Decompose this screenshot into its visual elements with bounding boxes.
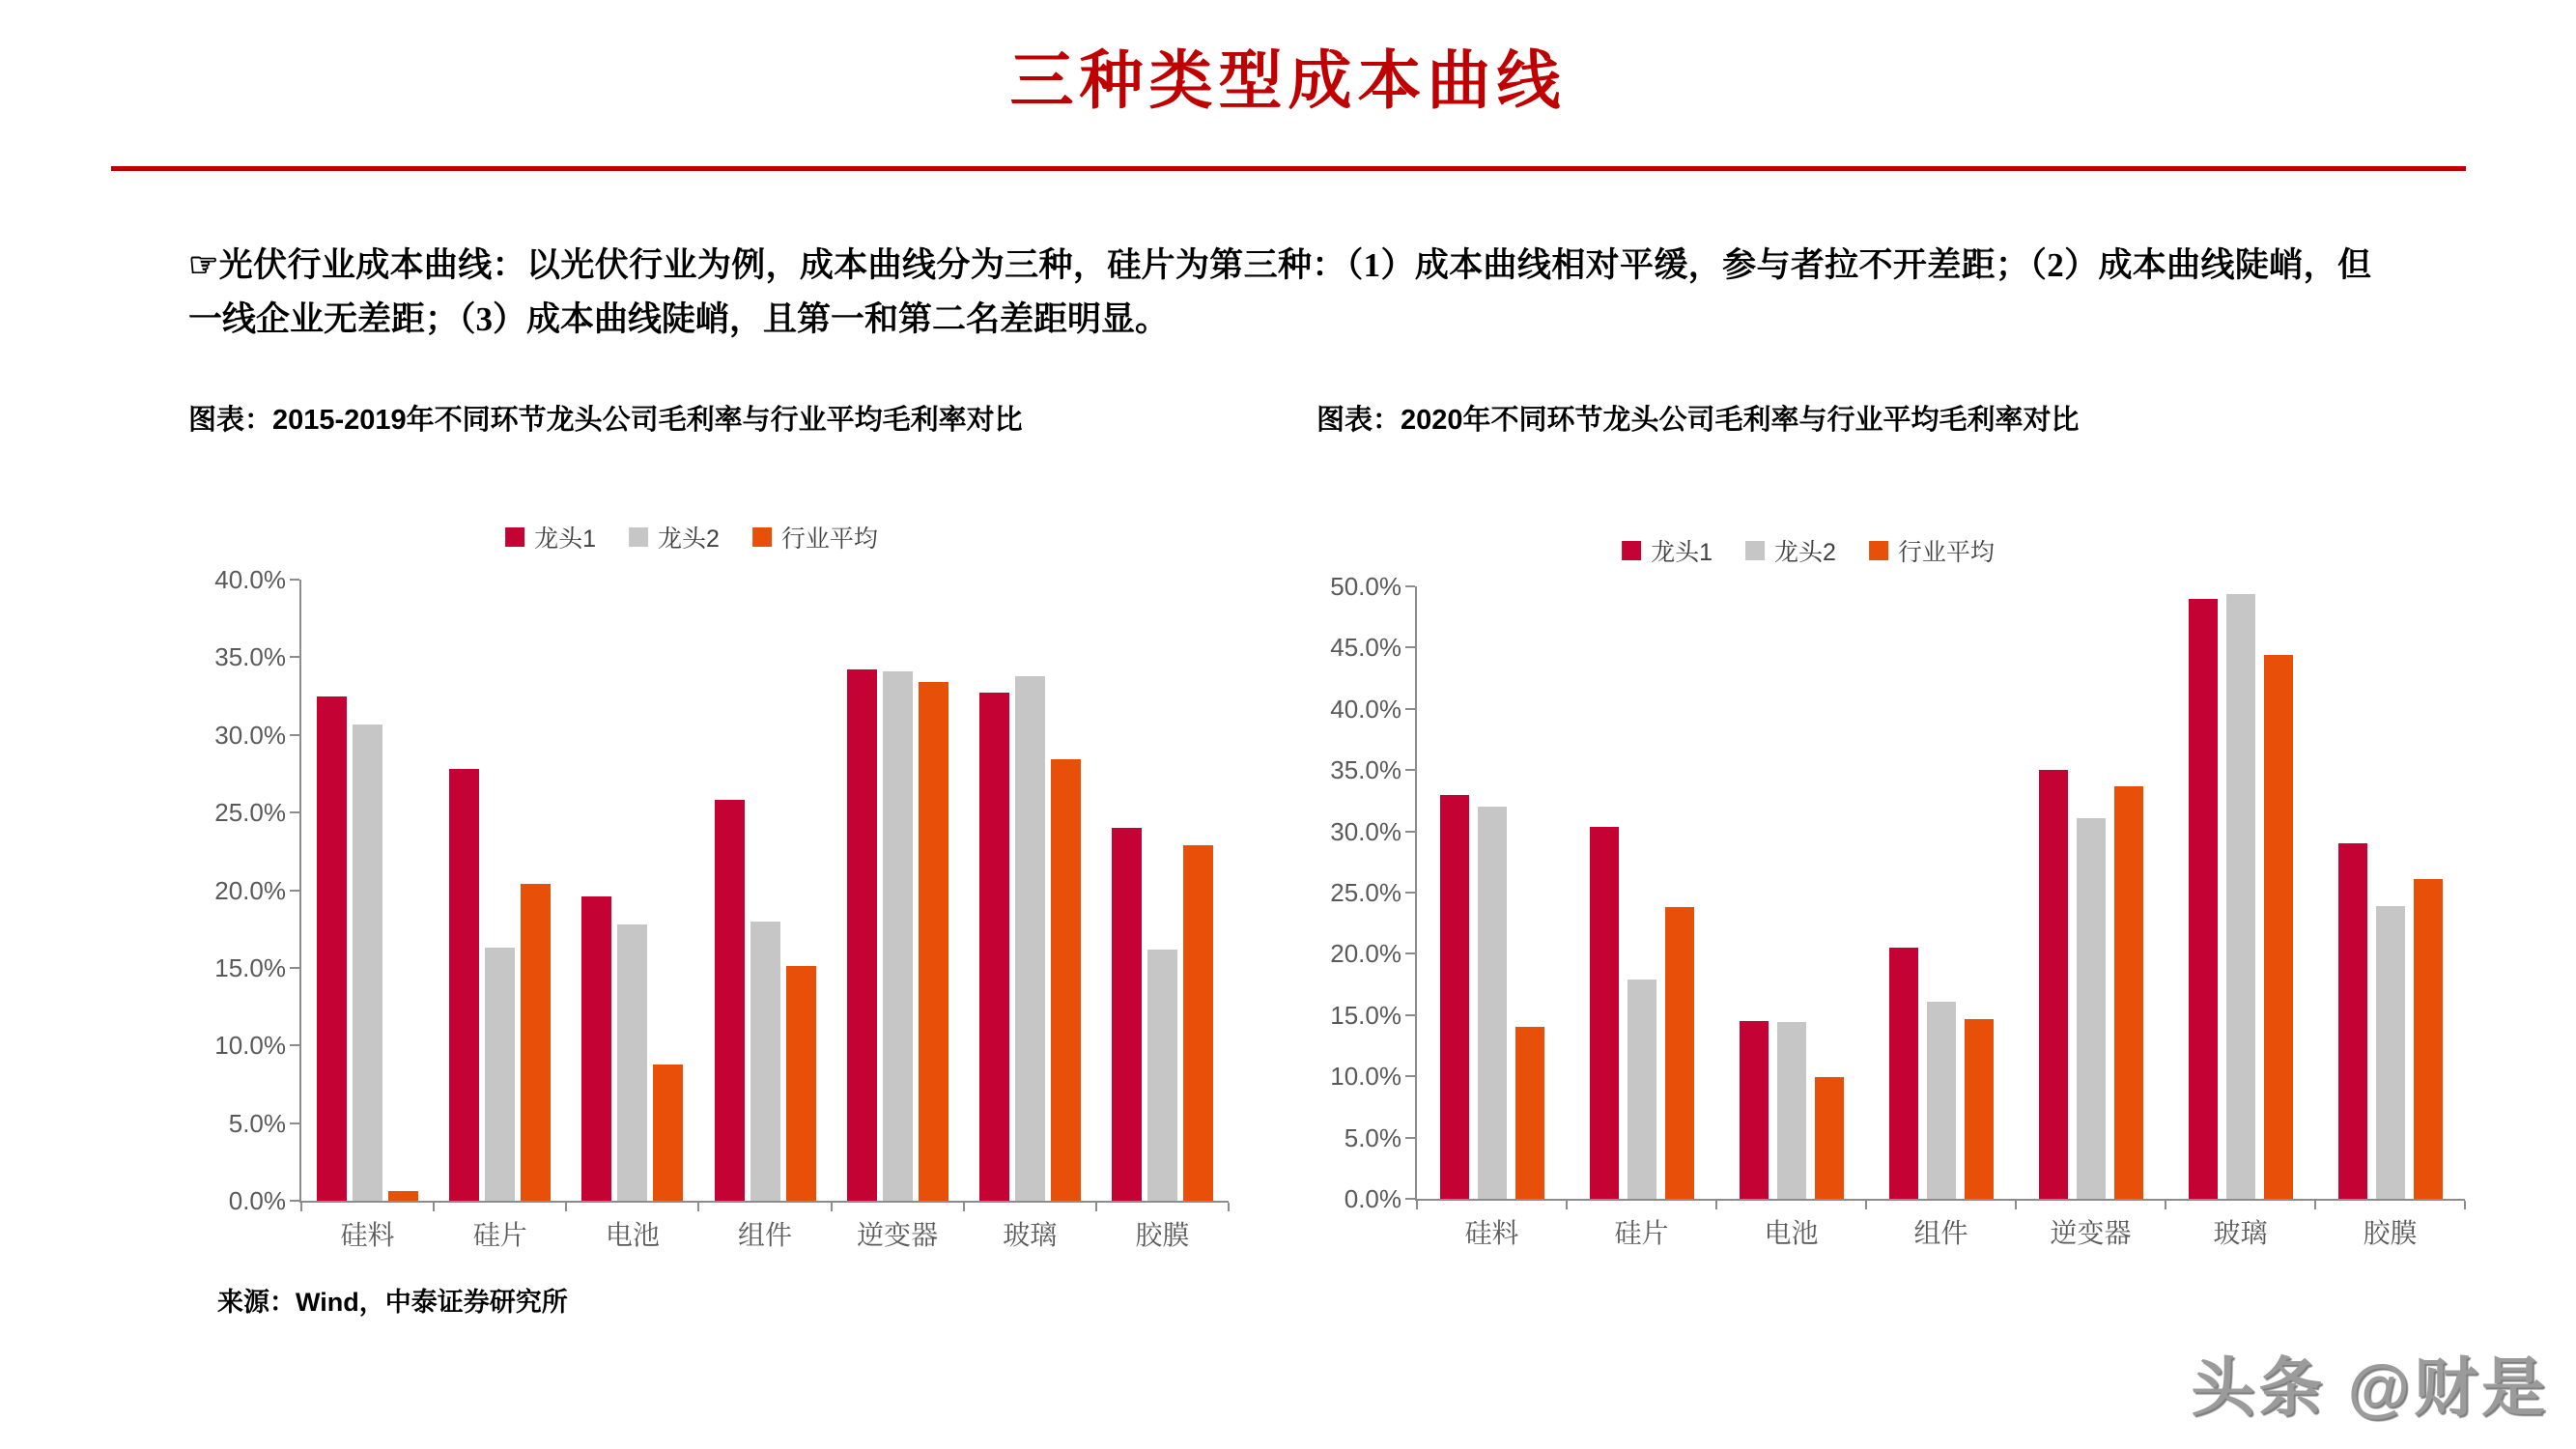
intro-paragraph <box>188 239 2371 347</box>
watermark: 头条 @财是 <box>2191 1351 2549 1423</box>
y-axis-tick <box>1405 1014 1415 1016</box>
bar-龙头2-硅料 <box>1478 807 1507 1199</box>
x-axis-tick <box>831 1203 833 1211</box>
bar-龙头1-组件 <box>715 800 745 1201</box>
y-axis-tick <box>290 811 299 813</box>
bar-行业平均-硅料 <box>388 1191 418 1201</box>
bar-行业平均-胶膜 <box>2414 879 2443 1199</box>
y-axis-tick <box>290 734 299 736</box>
x-axis-label-玻璃: 玻璃 <box>2213 1218 2268 1248</box>
x-axis-tick <box>1416 1201 1418 1209</box>
y-axis-label: 45.0% <box>1330 633 1401 663</box>
legend-swatch-icon <box>1745 541 1765 560</box>
legend-item-龙头1 <box>505 520 596 554</box>
bar-龙头2-组件 <box>750 922 780 1201</box>
bar-龙头2-玻璃 <box>1015 676 1045 1201</box>
y-axis-label: 15.0% <box>1330 1000 1401 1030</box>
bar-龙头1-电池 <box>581 896 611 1201</box>
x-axis-label-胶膜: 胶膜 <box>2363 1218 2418 1248</box>
bar-龙头1-硅片 <box>449 769 479 1201</box>
x-axis-label-逆变器: 逆变器 <box>857 1220 939 1250</box>
bar-龙头2-胶膜 <box>2376 906 2405 1199</box>
bar-龙头1-逆变器 <box>847 669 877 1201</box>
legend-item-龙头2 <box>629 520 720 554</box>
y-axis-label: 35.0% <box>214 642 286 672</box>
legend-label: 龙头2 <box>657 526 720 553</box>
page-title: 三种类型成本曲线 <box>1009 46 1567 117</box>
right-chart-legend <box>1622 533 1995 568</box>
bar-行业平均-逆变器 <box>2114 786 2143 1199</box>
bar-行业平均-硅片 <box>521 884 551 1201</box>
bar-行业平均-玻璃 <box>1051 759 1081 1201</box>
y-axis-label: 40.0% <box>214 565 286 594</box>
y-axis-tick <box>1405 708 1415 710</box>
intro-body-text: 以光伏行业为例，成本曲线分为三种，硅片为第三种：（1）成本曲线相对平缓，参与者拉不开差距；（2）成本曲线陡峭，但一线企业无差距；（3）成本曲线陡峭，且第一和第二名差距明显。 <box>188 246 2371 338</box>
y-axis-label: 30.0% <box>214 720 286 750</box>
y-axis-tick <box>290 1200 299 1202</box>
y-axis-label: 25.0% <box>214 798 286 828</box>
y-axis-tick <box>290 890 299 892</box>
x-axis-tick <box>433 1203 435 1211</box>
y-axis-tick <box>290 579 299 581</box>
bar-龙头1-组件 <box>1889 948 1918 1199</box>
y-axis-tick <box>290 1122 299 1124</box>
bar-龙头1-硅片 <box>1590 827 1619 1199</box>
bar-龙头2-逆变器 <box>883 671 913 1201</box>
y-axis-label: 10.0% <box>1330 1062 1401 1092</box>
y-axis-tick <box>1405 1075 1415 1077</box>
x-axis-tick <box>963 1203 965 1211</box>
y-axis-tick <box>290 1044 299 1046</box>
y-axis-label: 25.0% <box>1330 878 1401 907</box>
legend-label: 行业平均 <box>1897 539 1995 566</box>
y-axis-tick <box>1405 769 1415 771</box>
x-axis-tick <box>1865 1201 1867 1209</box>
x-axis-label-组件: 组件 <box>737 1220 793 1250</box>
x-axis-label-组件: 组件 <box>1913 1218 1968 1248</box>
x-axis-tick <box>1566 1201 1568 1209</box>
x-axis-label-硅料: 硅料 <box>340 1220 395 1250</box>
legend-item-龙头1 <box>1622 533 1713 568</box>
legend-label: 龙头1 <box>534 526 596 553</box>
legend-swatch-icon <box>629 527 648 547</box>
y-axis-tick <box>1405 892 1415 894</box>
y-axis-label: 10.0% <box>214 1031 286 1061</box>
left-chart-caption: 图表：2015-2019年不同环节龙头公司毛利率与行业平均毛利率对比 <box>188 405 1023 436</box>
bar-龙头2-硅料 <box>353 724 382 1202</box>
x-axis-tick <box>1095 1203 1097 1211</box>
y-axis-tick <box>1405 952 1415 954</box>
bar-龙头2-组件 <box>1927 1002 1956 1199</box>
bar-龙头1-硅料 <box>317 696 347 1201</box>
title-divider-rule <box>111 166 2466 171</box>
intro-lead-text: 光伏行业成本曲线： <box>218 246 527 284</box>
bar-龙头2-逆变器 <box>2077 818 2106 1199</box>
x-axis-label-硅片: 硅片 <box>472 1220 527 1250</box>
x-axis-label-玻璃: 玻璃 <box>1003 1220 1058 1250</box>
y-axis-tick <box>1405 646 1415 648</box>
x-axis-label-硅片: 硅片 <box>1614 1218 1669 1248</box>
x-axis-label-硅料: 硅料 <box>1464 1218 1519 1248</box>
x-axis-label-电池: 电池 <box>1764 1218 1819 1248</box>
bar-龙头2-胶膜 <box>1147 950 1177 1201</box>
bar-龙头2-玻璃 <box>2226 594 2255 1199</box>
x-axis-tick <box>697 1203 699 1211</box>
source-note: 来源：Wind，中泰证券研究所 <box>217 1288 568 1317</box>
right-chart-caption: 图表：2020年不同环节龙头公司毛利率与行业平均毛利率对比 <box>1316 405 2080 436</box>
bar-龙头2-硅片 <box>485 948 515 1201</box>
legend-label: 龙头1 <box>1651 539 1713 566</box>
bar-行业平均-胶膜 <box>1183 845 1213 1201</box>
bar-龙头1-胶膜 <box>1112 828 1142 1201</box>
bar-行业平均-组件 <box>1965 1019 1994 1199</box>
legend-item-行业平均 <box>752 520 878 554</box>
x-axis-tick <box>1228 1203 1230 1211</box>
y-axis-label: 20.0% <box>214 875 286 905</box>
y-axis-label: 30.0% <box>1330 816 1401 846</box>
bar-龙头1-硅料 <box>1440 795 1469 1199</box>
bar-龙头2-硅片 <box>1628 980 1656 1199</box>
bar-龙头2-电池 <box>617 924 647 1201</box>
gross-margin-chart-2015-2019 <box>214 565 1229 1250</box>
x-axis-label-逆变器: 逆变器 <box>2050 1218 2132 1248</box>
legend-swatch-icon <box>752 527 772 547</box>
y-axis-label: 5.0% <box>228 1108 286 1138</box>
pointing-hand-icon: ☞ <box>188 246 219 284</box>
y-axis-label: 20.0% <box>1330 939 1401 969</box>
legend-label: 行业平均 <box>780 526 878 553</box>
bar-龙头1-电池 <box>1740 1021 1769 1199</box>
legend-item-龙头2 <box>1745 533 1836 568</box>
legend-swatch-icon <box>1869 541 1888 560</box>
y-axis-label: 40.0% <box>1330 694 1401 724</box>
bar-行业平均-电池 <box>1815 1077 1844 1199</box>
y-axis-tick <box>290 967 299 969</box>
y-axis-tick <box>1405 1137 1415 1139</box>
legend-label: 龙头2 <box>1773 539 1836 566</box>
x-axis-tick <box>2015 1201 2017 1209</box>
x-axis-tick <box>2165 1201 2166 1209</box>
x-axis-tick <box>2314 1201 2316 1209</box>
bar-龙头1-玻璃 <box>2189 599 2218 1199</box>
bar-行业平均-电池 <box>653 1065 683 1201</box>
y-axis-label: 0.0% <box>228 1186 286 1215</box>
x-axis-tick <box>565 1203 567 1211</box>
y-axis-label: 50.0% <box>1330 572 1401 601</box>
y-axis-label: 15.0% <box>214 952 286 982</box>
bar-行业平均-硅片 <box>1665 907 1694 1199</box>
legend-item-行业平均 <box>1869 533 1995 568</box>
y-axis-label: 0.0% <box>1344 1184 1401 1213</box>
bar-行业平均-组件 <box>786 966 816 1201</box>
bar-龙头2-电池 <box>1777 1022 1806 1199</box>
y-axis-label: 5.0% <box>1344 1122 1401 1152</box>
bar-行业平均-玻璃 <box>2264 655 2293 1199</box>
y-axis-tick <box>290 656 299 658</box>
bar-龙头1-胶膜 <box>2338 843 2367 1199</box>
x-axis-tick <box>2464 1201 2466 1209</box>
legend-swatch-icon <box>505 527 524 547</box>
y-axis-tick <box>1405 585 1415 587</box>
x-axis-tick <box>1715 1201 1717 1209</box>
gross-margin-chart-2020 <box>1330 572 2465 1248</box>
bar-龙头1-逆变器 <box>2039 770 2068 1199</box>
bar-龙头1-玻璃 <box>979 693 1009 1201</box>
bar-行业平均-逆变器 <box>919 682 948 1201</box>
y-axis-label: 35.0% <box>1330 755 1401 785</box>
y-axis-tick <box>1405 1198 1415 1200</box>
legend-swatch-icon <box>1622 541 1641 560</box>
x-axis-tick <box>300 1203 302 1211</box>
left-chart-legend <box>505 520 878 554</box>
x-axis-label-胶膜: 胶膜 <box>1135 1220 1190 1250</box>
y-axis-tick <box>1405 831 1415 833</box>
x-axis-label-电池: 电池 <box>605 1220 660 1250</box>
bar-行业平均-硅料 <box>1515 1027 1544 1199</box>
